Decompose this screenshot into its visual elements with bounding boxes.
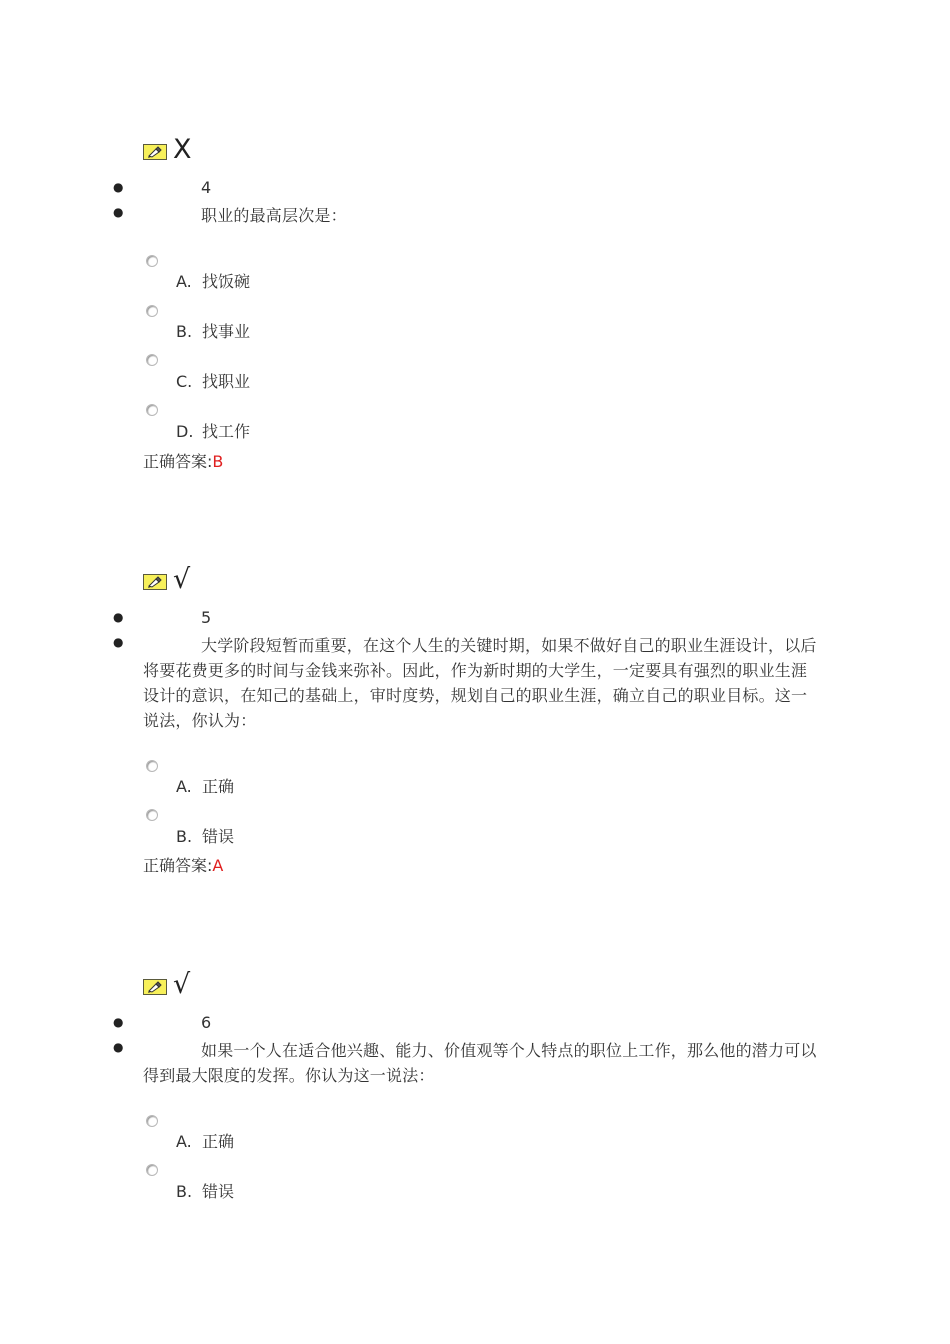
question-text: 大学阶段短暂而重要，在这个人生的关键时期，如果不做好自己的职业生涯设计，以后将要花费更多的时间与金钱来弥补。因此，作为新时期的大学生，一定要具有强烈的职业生涯设计的意识，在知己的基础上，审时度势，规划自己的职业生涯，确立自己的职业目标。这一说法，你认为： <box>143 636 817 730</box>
option-a[interactable] <box>176 774 234 797</box>
option-text: 错误 <box>202 827 235 846</box>
question-text: 如果一个人在适合他兴趣、能力、价值观等个人特点的职位上工作，那么他的潜力可以得到最大限度的发挥。你认为这一说法： <box>143 1041 817 1085</box>
option-a[interactable] <box>176 1129 234 1152</box>
option-b-radio[interactable] <box>146 1164 158 1176</box>
option-b[interactable] <box>176 824 234 847</box>
bullet: ● <box>113 180 124 194</box>
option-text: 找事业 <box>202 322 251 341</box>
option-text: 正确 <box>202 777 235 796</box>
option-letter: B. <box>176 1182 193 1201</box>
option-a-radio[interactable] <box>146 1115 158 1127</box>
option-a-radio[interactable] <box>146 255 158 267</box>
question-number: 6 <box>201 1013 212 1032</box>
option-a-radio[interactable] <box>146 760 158 772</box>
pencil-icon <box>143 979 167 995</box>
option-c[interactable] <box>176 369 250 392</box>
correct-mark: √ <box>173 969 191 1000</box>
bullet: ● <box>113 1040 124 1054</box>
pencil-icon <box>143 144 167 160</box>
option-text: 找工作 <box>202 422 251 441</box>
option-text: 错误 <box>202 1182 235 1201</box>
option-letter: A. <box>176 777 192 796</box>
option-letter: C. <box>176 372 193 391</box>
option-d[interactable] <box>176 419 250 442</box>
option-letter: A. <box>176 1132 192 1151</box>
option-letter: B. <box>176 827 193 846</box>
bullet: ● <box>113 635 124 649</box>
bullet: ● <box>113 610 124 624</box>
correct-answer <box>143 449 223 472</box>
pencil-icon <box>143 574 167 590</box>
option-letter: A. <box>176 272 192 291</box>
correct-answer <box>143 853 223 876</box>
option-letter: D. <box>176 422 194 441</box>
bullet: ● <box>113 205 124 219</box>
question-number: 4 <box>201 178 212 197</box>
option-text: 找职业 <box>202 372 251 391</box>
option-b[interactable] <box>176 1179 234 1202</box>
option-c-radio[interactable] <box>146 354 158 366</box>
bullet: ● <box>113 1015 124 1029</box>
answer-label: 正确答案: <box>143 856 213 875</box>
question-text: 职业的最高层次是： <box>201 206 347 225</box>
answer-value: B <box>212 452 224 471</box>
question-number: 5 <box>201 608 212 627</box>
answer-label: 正确答案: <box>143 452 213 471</box>
option-text: 正确 <box>202 1132 235 1151</box>
option-text: 找饭碗 <box>202 272 251 291</box>
option-b-radio[interactable] <box>146 305 158 317</box>
option-d-radio[interactable] <box>146 404 158 416</box>
answer-value: A <box>212 856 224 875</box>
option-b[interactable] <box>176 319 250 342</box>
option-a[interactable] <box>176 269 250 292</box>
option-letter: B. <box>176 322 193 341</box>
wrong-mark: X <box>173 134 192 165</box>
correct-mark: √ <box>173 564 191 595</box>
option-b-radio[interactable] <box>146 809 158 821</box>
